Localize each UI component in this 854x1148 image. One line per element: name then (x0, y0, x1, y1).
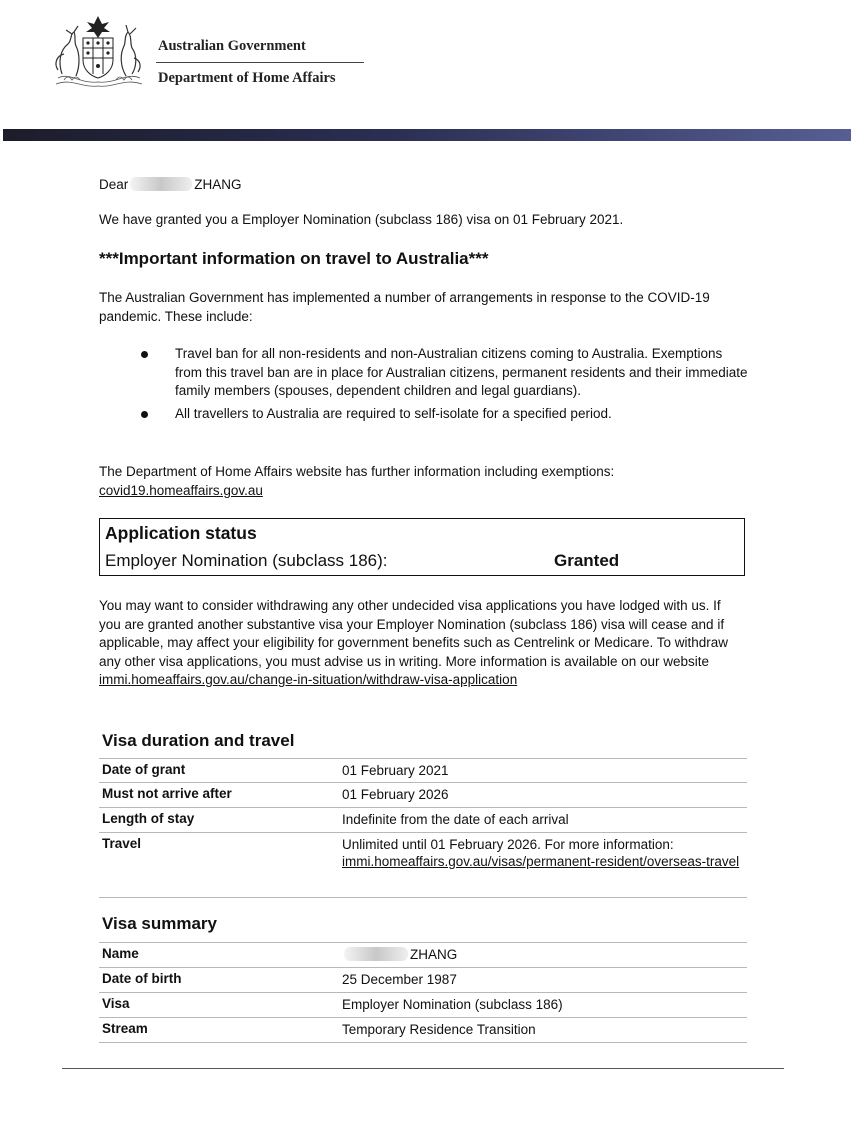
list-item: All travellers to Australia are required to self-isolate for a specified period. (139, 405, 749, 424)
covid-measures-list (139, 345, 749, 427)
status-label: Employer Nomination (subclass 186): (105, 551, 388, 570)
table-row: Travel Unlimited until 01 February 2026. For more information: immi.homeaffairs.gov.au/visas/permanent-resident/overseas-travel (99, 833, 747, 898)
footer-divider (62, 1068, 784, 1069)
overseas-travel-link[interactable]: immi.homeaffairs.gov.au/visas/permanent-resident/overseas-travel (342, 854, 740, 869)
withdraw-paragraph: You may want to consider withdrawing any other undecided visa applications you have lodged with us. If you are granted another substantive visa your Employer Nomination (subclass 186) visa will cease and if applicable, may affect your eligibility for government benefits such as Centrelink or Medicare. To withdraw any other visa applications, you must advise us in writing. More information is available on our website immi.homeaffairs.gov.au/change-in-situation/withdraw-visa-application (99, 598, 729, 687)
letterhead (50, 14, 380, 94)
government-name: Australian Government (158, 38, 306, 54)
covid-website-link[interactable]: covid19.homeaffairs.gov.au (99, 482, 263, 498)
list-item: Travel ban for all non-residents and non-Australian citizens coming to Australia. Exemptions from this travel ban are in place for Australian citizens, permanent residents and their immediate family members (spouses, dependent children and legal guardians). (139, 345, 749, 401)
table-row: Name ZHANG (99, 943, 747, 968)
status-badge: Granted (554, 551, 620, 570)
visa-summary-title: Visa summary (102, 914, 217, 933)
salutation-surname: ZHANG (194, 177, 242, 192)
visa-summary-table (99, 942, 747, 1043)
website-info: The Department of Home Affairs website has further information including exemptions: covid19.homeaffairs.gov.au (99, 464, 615, 498)
covid-intro: The Australian Government has implemented a number of arrangements in response to the COVID-19 pandemic. These include: (99, 290, 710, 324)
table-row: Date of grant 01 February 2021 (99, 759, 747, 783)
letterhead-divider (156, 62, 364, 63)
grant-sentence: We have granted you a Employer Nomination (subclass 186) visa on 01 February 2021. (99, 212, 624, 227)
withdraw-visa-link[interactable]: immi.homeaffairs.gov.au/change-in-situation/withdraw-visa-application (99, 672, 518, 687)
table-row: Visa Employer Nomination (subclass 186) (99, 993, 747, 1018)
coat-of-arms-icon (50, 14, 146, 90)
department-name: Department of Home Affairs (158, 70, 336, 86)
status-title: Application status (105, 523, 257, 543)
important-heading: ***Important information on travel to Australia*** (99, 249, 489, 268)
salutation: Dear ZHANG (99, 177, 242, 192)
redacted-given-name (130, 177, 192, 191)
visa-duration-title: Visa duration and travel (102, 731, 295, 750)
table-row: Must not arrive after 01 February 2026 (99, 783, 747, 808)
visa-duration-table (99, 758, 747, 898)
table-row: Date of birth 25 December 1987 (99, 968, 747, 993)
redacted-given-name (344, 947, 408, 961)
application-status-box (99, 518, 745, 576)
table-row: Length of stay Indefinite from the date of each arrival (99, 808, 747, 833)
header-banner (3, 129, 851, 141)
table-row: Stream Temporary Residence Transition (99, 1018, 747, 1043)
